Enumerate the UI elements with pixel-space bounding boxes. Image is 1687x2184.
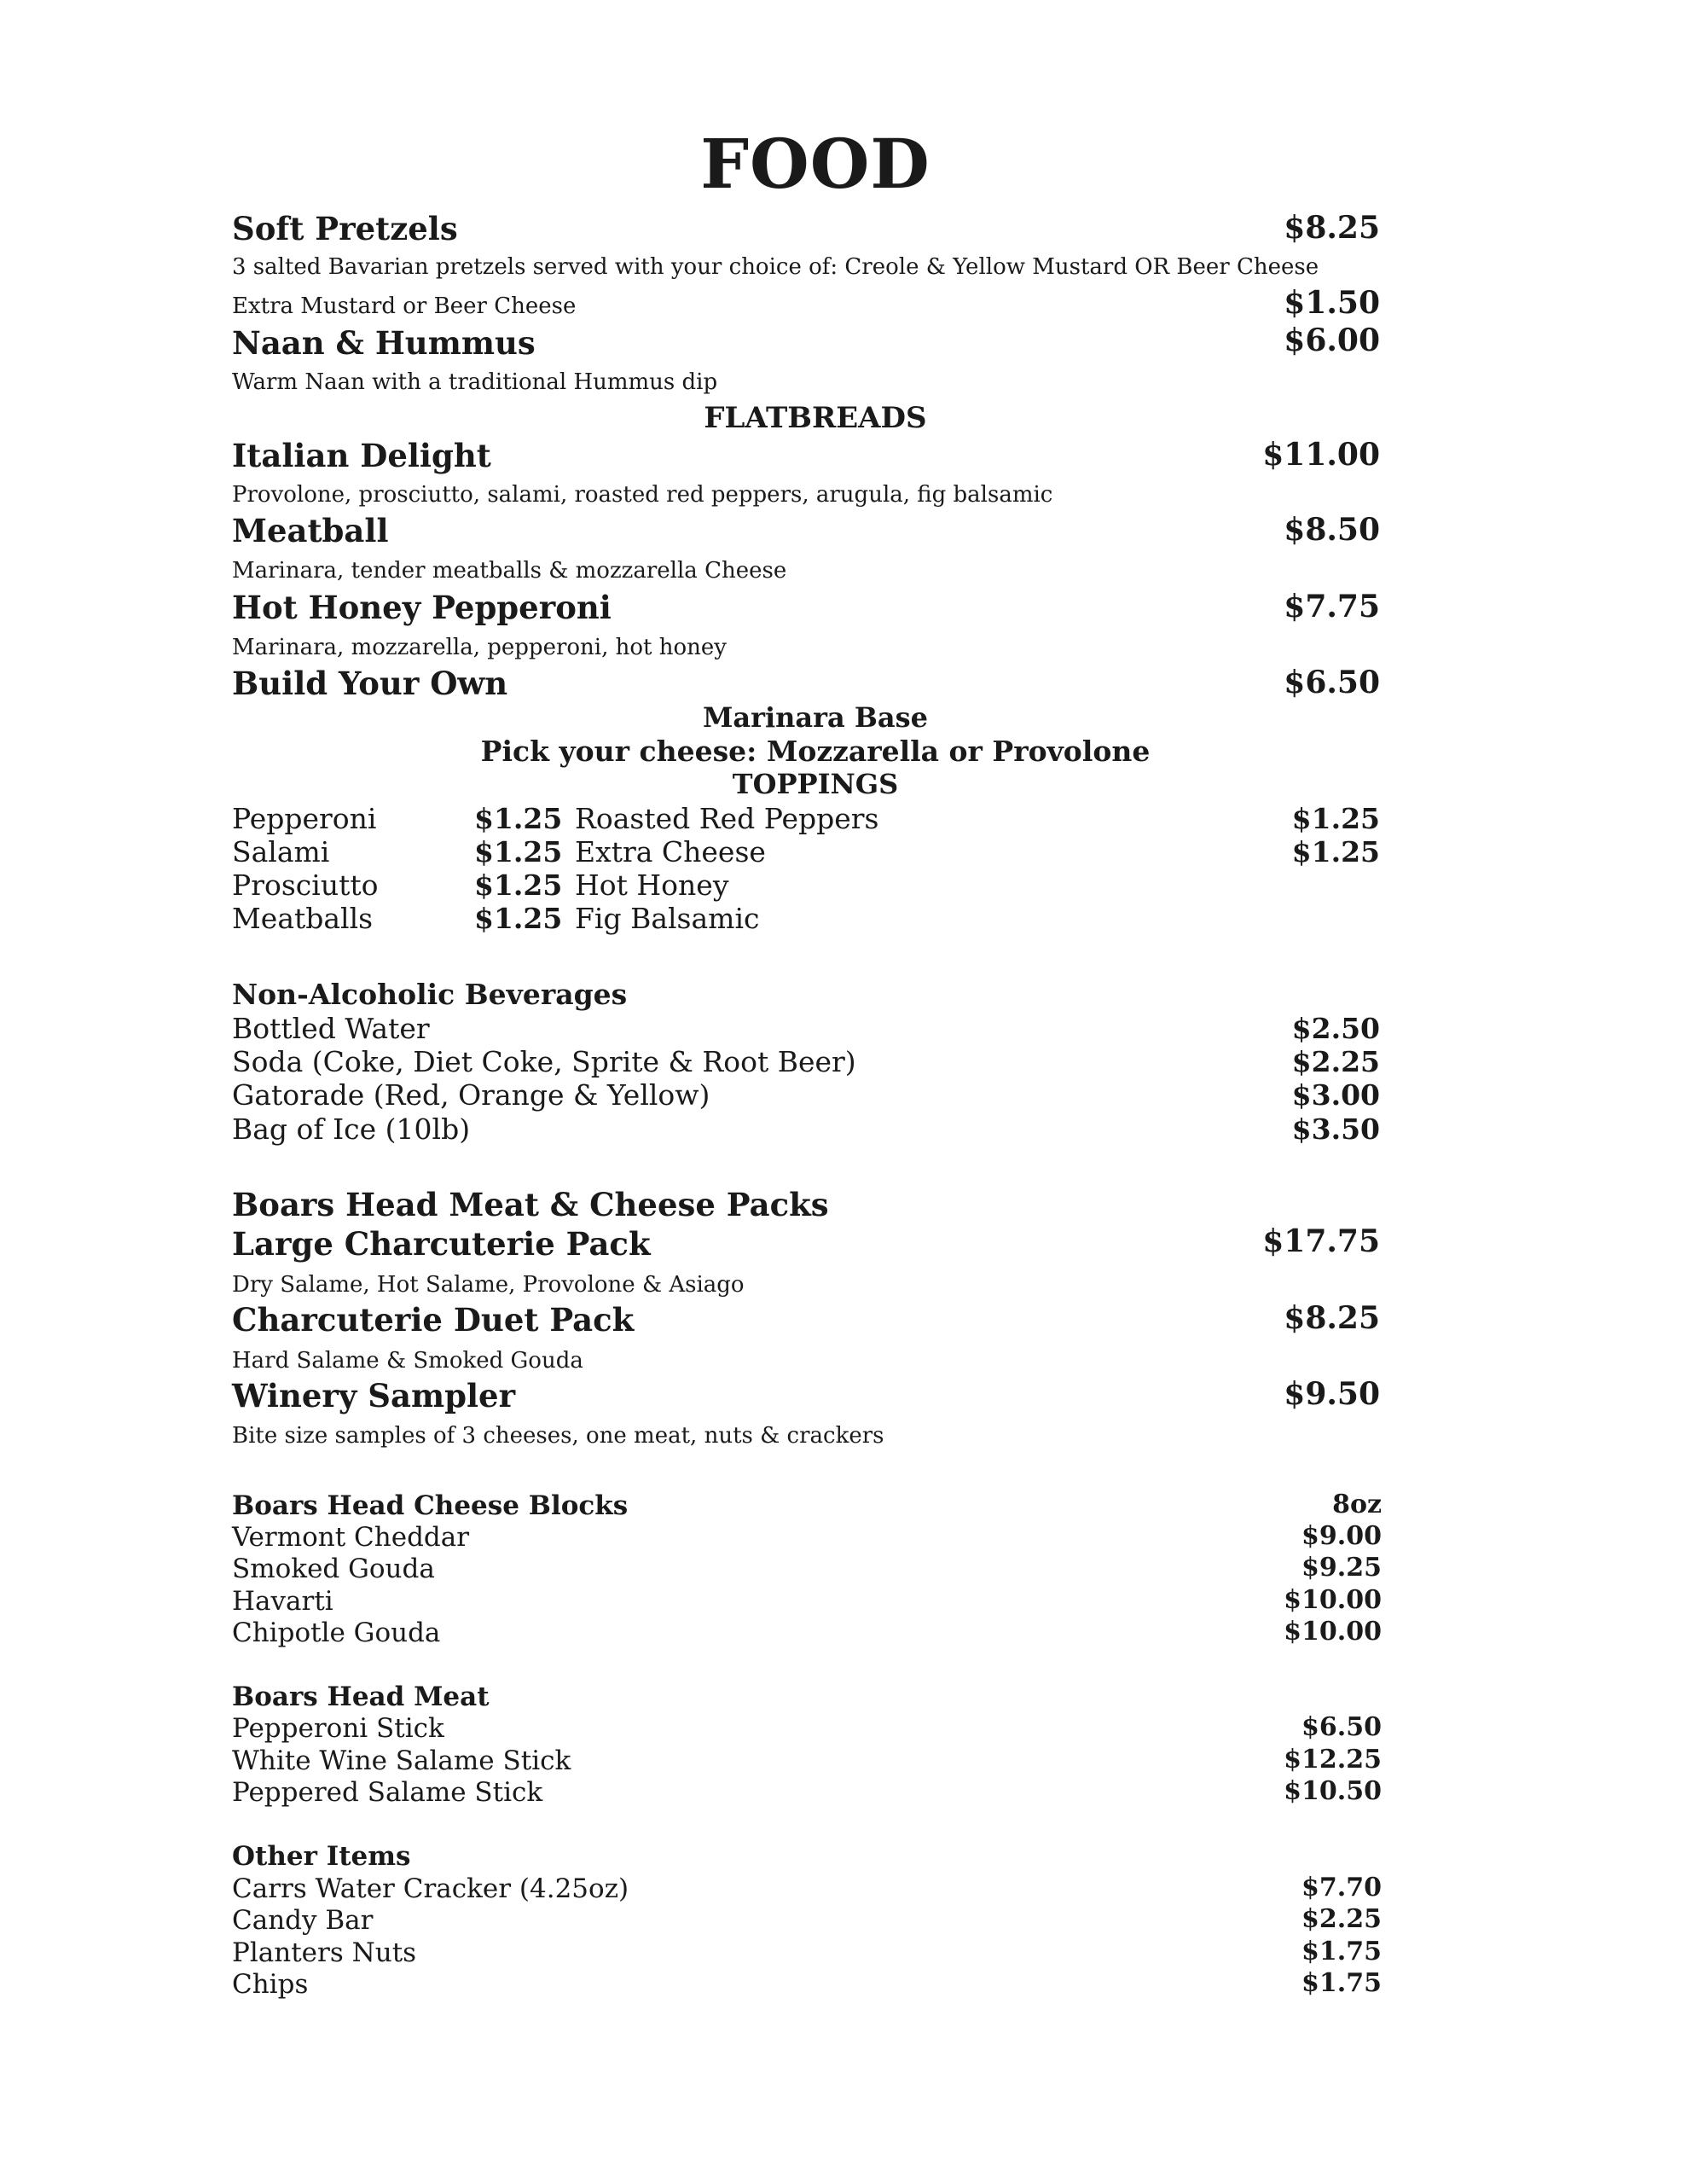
item-description: Marinara, tender meatballs & mozzarella Cheese — [232, 558, 787, 584]
topping-price: $1.25 — [1291, 802, 1380, 835]
list-item-price: $1.75 — [1301, 1937, 1382, 1966]
item-name: Charcuterie Duet Pack — [232, 1301, 635, 1339]
list-item-price: $2.25 — [1301, 1904, 1382, 1934]
topping-name: Fig Balsamic — [575, 902, 760, 935]
topping-name: Extra Cheese — [575, 835, 766, 868]
topping-name: Hot Honey — [575, 868, 729, 902]
item-description: Marinara, mozzarella, pepperoni, hot honey — [232, 635, 727, 660]
base-note: Marinara Base — [702, 701, 929, 734]
item-price: $8.25 — [1284, 1300, 1380, 1336]
item-price: $8.50 — [1284, 512, 1380, 548]
item-name: Soft Pretzels — [232, 210, 458, 247]
cheese-note: Pick your cheese: Mozzarella or Provolone — [480, 735, 1151, 768]
list-item: White Wine Salame Stick — [232, 1745, 571, 1776]
item-price: $6.00 — [1284, 322, 1380, 358]
item-name: Winery Sampler — [232, 1377, 516, 1414]
list-item-price: $2.50 — [1291, 1012, 1380, 1045]
list-item-price: $10.00 — [1284, 1617, 1382, 1647]
list-item-price: $10.50 — [1284, 1776, 1382, 1806]
list-item-price: $9.25 — [1301, 1553, 1382, 1583]
section-heading: Other Items — [232, 1841, 411, 1872]
section-heading: Non-Alcoholic Beverages — [232, 978, 628, 1011]
list-item: Candy Bar — [232, 1905, 374, 1936]
topping-name: Prosciutto — [232, 868, 379, 902]
item-price: $1.50 — [1284, 285, 1380, 321]
topping-price: $1.25 — [1291, 835, 1380, 868]
topping-name: Roasted Red Peppers — [575, 802, 879, 835]
item-name: Large Charcuterie Pack — [232, 1225, 651, 1263]
list-item: Bottled Water — [232, 1012, 430, 1045]
list-item: Chips — [232, 1969, 309, 2000]
list-item: Havarti — [232, 1586, 333, 1617]
list-item: Carrs Water Cracker (4.25oz) — [232, 1873, 629, 1904]
list-item: Soda (Coke, Diet Coke, Sprite & Root Beer) — [232, 1045, 856, 1078]
size-label: 8oz — [1332, 1490, 1382, 1519]
item-description: Warm Naan with a traditional Hummus dip — [232, 369, 718, 395]
list-item-price: $3.00 — [1291, 1078, 1380, 1112]
item-price: $11.00 — [1262, 437, 1380, 473]
topping-name: Salami — [232, 835, 330, 868]
item-description: Bite size samples of 3 cheeses, one meat, nuts & crackers — [232, 1423, 884, 1449]
item-description: Provolone, prosciutto, salami, roasted red peppers, arugula, fig balsamic — [232, 482, 1053, 508]
item-description: Hard Salame & Smoked Gouda — [232, 1348, 583, 1374]
item-name: Italian Delight — [232, 437, 491, 474]
item-name: Hot Honey Pepperoni — [232, 589, 612, 626]
item-price: $7.75 — [1284, 589, 1380, 624]
item-price: $9.50 — [1284, 1376, 1380, 1412]
list-item-price: $2.25 — [1291, 1045, 1380, 1078]
list-item-price: $6.50 — [1301, 1712, 1382, 1742]
list-item: Vermont Cheddar — [232, 1522, 470, 1553]
section-heading: FLATBREADS — [704, 401, 927, 435]
list-item-price: $3.50 — [1291, 1112, 1380, 1146]
page-title: FOOD — [700, 124, 930, 204]
topping-price: $1.25 — [474, 835, 563, 868]
list-item: Pepperoni Stick — [232, 1713, 444, 1744]
section-heading: Boars Head Cheese Blocks — [232, 1490, 629, 1521]
item-description: 3 salted Bavarian pretzels served with your choice of: Creole & Yellow Mustard OR Beer Cheese — [232, 254, 1319, 280]
item-name: Meatball — [232, 512, 389, 549]
list-item-price: $7.70 — [1301, 1873, 1382, 1902]
section-heading: Boars Head Meat & Cheese Packs — [232, 1186, 829, 1223]
list-item: Peppered Salame Stick — [232, 1777, 543, 1808]
list-item-price: $12.25 — [1284, 1745, 1382, 1774]
list-item-price: $9.00 — [1301, 1521, 1382, 1551]
toppings-heading: TOPPINGS — [732, 768, 899, 800]
list-item-price: $1.75 — [1301, 1968, 1382, 1998]
list-item: Chipotle Gouda — [232, 1618, 441, 1648]
list-item: Gatorade (Red, Orange & Yellow) — [232, 1078, 710, 1112]
item-name: Build Your Own — [232, 665, 508, 702]
section-heading: Boars Head Meat — [232, 1682, 490, 1712]
item-price: $6.50 — [1284, 665, 1380, 700]
list-item: Smoked Gouda — [232, 1554, 435, 1584]
item-price: $8.25 — [1284, 210, 1380, 246]
item-price: $17.75 — [1262, 1223, 1380, 1259]
item-name: Naan & Hummus — [232, 324, 536, 362]
topping-price: $1.25 — [474, 902, 563, 935]
list-item-price: $10.00 — [1284, 1585, 1382, 1615]
topping-name: Pepperoni — [232, 802, 377, 835]
topping-name: Meatballs — [232, 902, 374, 935]
list-item: Bag of Ice (10lb) — [232, 1112, 471, 1146]
topping-price: $1.25 — [474, 868, 563, 902]
topping-price: $1.25 — [474, 802, 563, 835]
list-item: Planters Nuts — [232, 1937, 417, 1968]
item-description: Extra Mustard or Beer Cheese — [232, 293, 577, 319]
item-description: Dry Salame, Hot Salame, Provolone & Asiago — [232, 1272, 745, 1298]
